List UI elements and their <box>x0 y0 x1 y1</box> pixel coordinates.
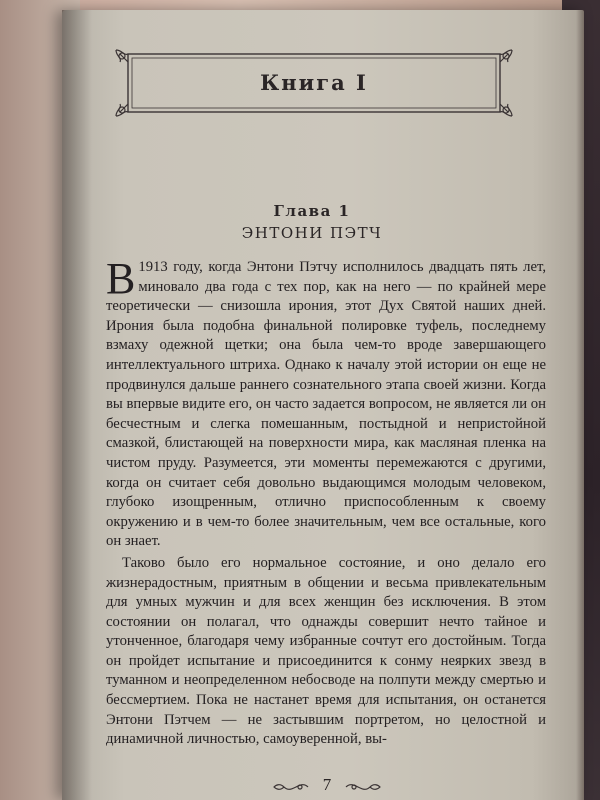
body-text <box>106 254 546 750</box>
title-frame <box>114 48 514 118</box>
page-gutter-shadow <box>62 10 92 800</box>
drop-cap: В <box>106 254 136 303</box>
paragraph-1 <box>106 254 546 552</box>
page-number: 7 <box>322 775 332 794</box>
page-edge-shadow <box>576 10 584 800</box>
page-footer <box>242 775 412 799</box>
right-ornament-icon <box>344 777 384 797</box>
paragraph-2: Таково было его нормальное состояние, и оно делало его жизнерадостным, приятным в общении и весьма привлекательным для умных мужчин и для всех женщин без исключения. В этом состоянии он полагал, что однажды совершит нечто тайное и утонченное, благодаря чему избранные сочтут его достойным. Тогда он пройдет испытание и присоединится к сонму неярких звезд в туманном и неопределенном небосводе на полпути между смертью и бессмертием. Пока не настанет время для испытания, он останется Энтони Пэтчем — не застывшим портретом, но целостной и динамичной личностью, самоуверенной, вы- <box>106 554 546 748</box>
chapter-label: Глава 1 <box>273 202 351 220</box>
book-page <box>62 10 584 800</box>
paragraph-1-text: 1913 году, когда Энтони Пэтчу исполнилось двадцать пять лет, миновало два года с тех пор, как на него — по крайней мере теоретически — снизошла ирония, этот Дух Святой наших дней. Ирония была подобна финальной полировке туфель, последнему взмаху одежной щетки; она была чем-то вроде завершающего интеллектуального штриха. Однако к началу этой истории он еще не продвинулся дальше раннего сознательного этапа своей жизни. Когда вы впервые видите его, он часто задается вопросом, не является ли он бесчестным и слегка помешанным, постыдной и непристойной смазкой, блистающей на поверхности мира, как масляная пленка на чистом пруду. Разумеется, эти моменты перемежаются с другими, когда он считает себя довольно выдающимся молодым человеком, глубоко изощренным, отлично приспособленным к своему окружению и в чем-то более значительным, чем все остальные, кого он знает. <box>106 259 546 550</box>
chapter-title: ЭНТОНИ ПЭТЧ <box>241 224 383 242</box>
book-title: Книга I <box>260 70 368 95</box>
